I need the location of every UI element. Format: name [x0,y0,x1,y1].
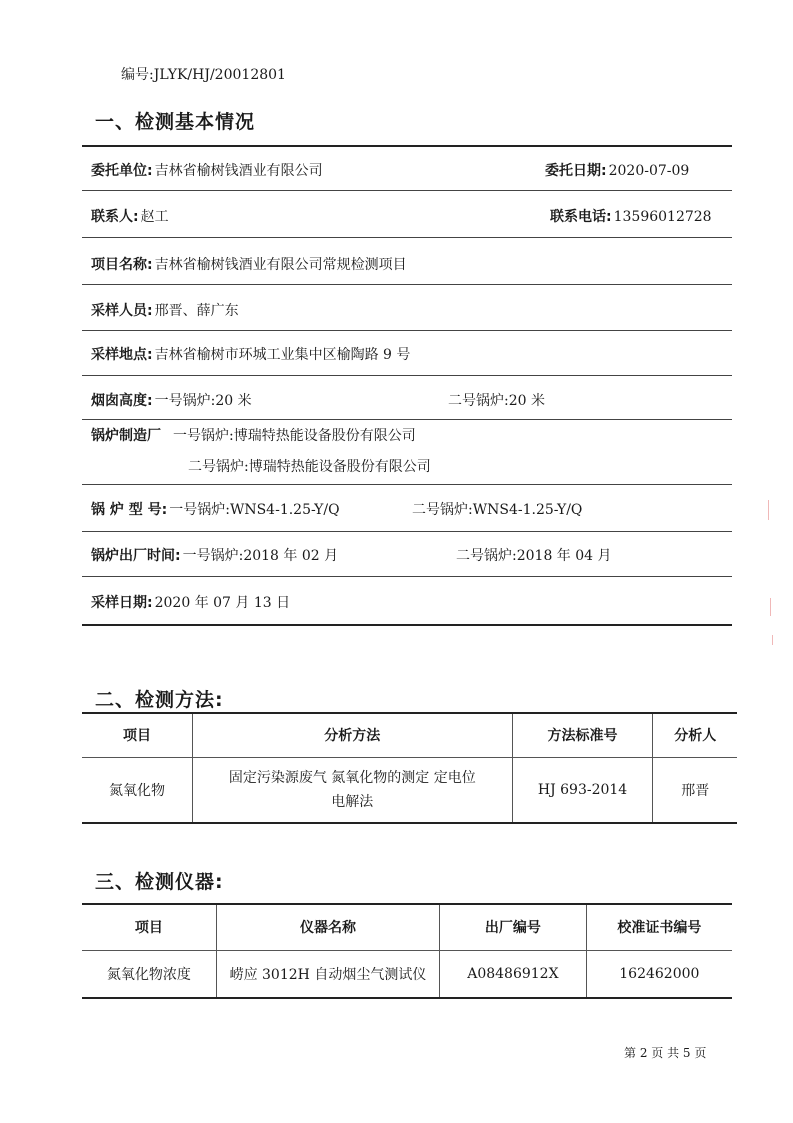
header-analyst: 分析人 [653,713,737,757]
model-label: 锅 炉 型 号: [91,502,168,518]
header-standard: 方法标准号 [512,713,653,757]
chimney-boiler-2: 二号锅炉:20 米 [448,393,545,409]
chimney-label: 烟囱高度: [91,393,153,409]
divider [82,190,732,191]
date-label: 委托日期: [545,163,607,179]
cell-method: 固定污染源废气 氮氧化物的测定 定电位电解法 [192,757,512,823]
table-row [82,950,732,998]
header-item: 项目 [82,904,216,950]
cell-instrument: 崂应 3012H 自动烟尘气测试仪 [216,950,439,998]
sampling-date-row [91,592,290,612]
date-value: 2020-07-09 [608,163,690,179]
contact-value: 赵工 [140,209,169,225]
project-value: 吉林省榆树钱酒业有限公司常规检测项目 [154,257,407,273]
sampling-date-label: 采样日期: [91,595,153,611]
cell-item: 氮氧化物浓度 [82,950,216,998]
divider [82,145,732,147]
divider [82,375,732,376]
divider [82,419,732,420]
phone-value: 13596012728 [613,209,712,225]
site-label: 采样地点: [91,347,153,363]
table-row [82,757,737,823]
seam-stamp-mark [768,500,781,520]
page-footer: 第 2 页 共 5 页 [624,1046,707,1060]
instruments-table [82,903,732,999]
factory-label: 锅炉出厂时间: [91,548,181,564]
sampler-value: 邢晋、薛广东 [154,303,239,319]
factory-row [91,545,338,565]
methods-table [82,712,737,824]
maker-label: 锅炉制造厂 [91,428,161,444]
section-2-title: 二、检测方法: [95,689,224,711]
model-boiler-1: 一号锅炉:WNS4-1.25-Y/Q [169,502,340,518]
header-serial: 出厂编号 [440,904,587,950]
section-3-title: 三、检测仪器: [95,871,224,893]
header-instrument: 仪器名称 [216,904,439,950]
cell-analyst: 邢晋 [653,757,737,823]
divider [82,531,732,532]
client-label: 委托单位: [91,163,153,179]
header-method: 分析方法 [192,713,512,757]
project-row [91,254,407,274]
document-number: 编号:JLYK/HJ/20012801 [121,67,286,83]
divider [82,330,732,331]
chimney-boiler-1: 一号锅炉:20 米 [154,393,252,409]
divider [82,624,732,626]
chimney-row [91,390,252,410]
table-header-row [82,904,732,950]
cell-serial: A08486912X [440,950,587,998]
cell-certificate: 162462000 [586,950,732,998]
model-boiler-2: 二号锅炉:WNS4-1.25-Y/Q [412,502,583,518]
contact-row [91,206,169,226]
commission-date [545,160,689,180]
seam-stamp-mark [770,598,781,616]
maker-boiler-1: 一号锅炉:博瑞特热能设备股份有限公司 [173,428,416,444]
maker-boiler-2: 二号锅炉:博瑞特热能设备股份有限公司 [188,459,431,475]
factory-boiler-1: 一号锅炉:2018 年 02 月 [182,548,339,564]
maker-row [91,425,416,445]
phone-label: 联系电话: [550,209,612,225]
site-value: 吉林省榆树市环城工业集中区榆陶路 9 号 [154,347,411,363]
divider [82,576,732,577]
client-row [91,160,323,180]
divider [82,284,732,285]
factory-boiler-2: 二号锅炉:2018 年 04 月 [456,548,612,564]
section-1-title: 一、检测基本情况 [95,111,256,133]
divider [82,237,732,238]
seam-stamp-mark [772,635,781,645]
header-certificate: 校准证书编号 [586,904,732,950]
cell-item: 氮氧化物 [82,757,192,823]
table-header-row [82,713,737,757]
cell-standard: HJ 693-2014 [512,757,653,823]
header-item: 项目 [82,713,192,757]
sampler-row [91,300,239,320]
model-row [91,499,340,519]
sampler-label: 采样人员: [91,303,153,319]
site-row [91,344,410,364]
sampling-date-value: 2020 年 07 月 13 日 [154,595,291,611]
phone-row [550,206,712,226]
client-value: 吉林省榆树钱酒业有限公司 [154,163,323,179]
project-label: 项目名称: [91,257,153,273]
contact-label: 联系人: [91,209,139,225]
divider [82,484,732,485]
